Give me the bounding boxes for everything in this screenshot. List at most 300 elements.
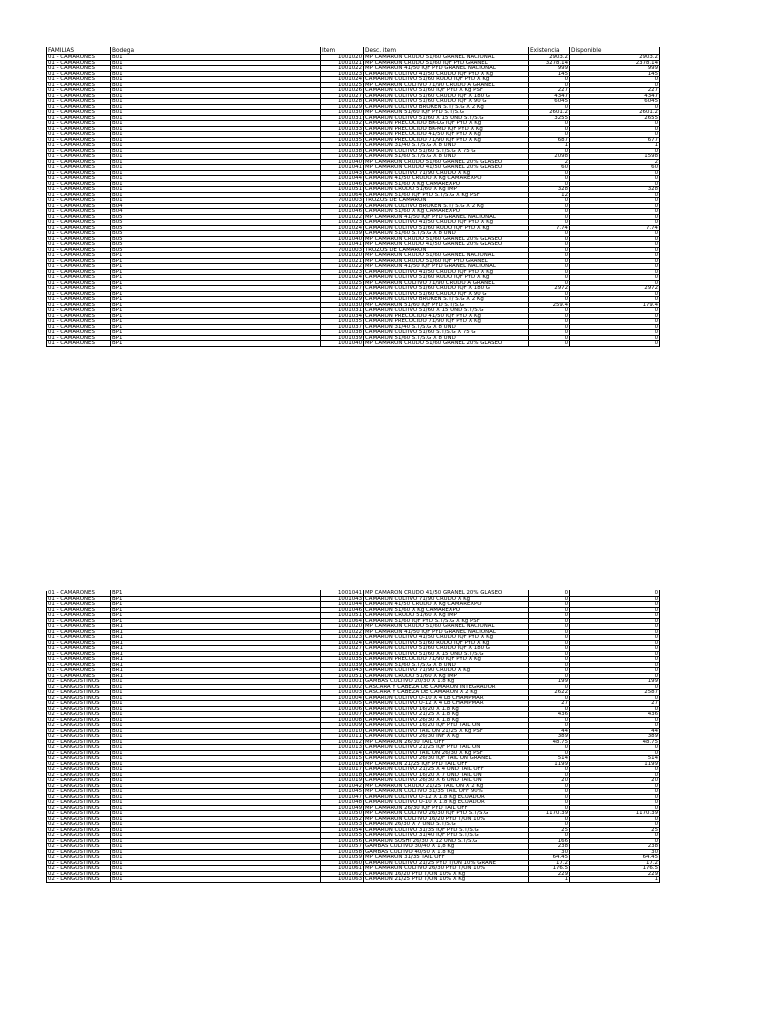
item-cell: 1001030 [321,109,364,116]
existencia-cell: 2 [529,159,570,166]
disponible-cell: 0 [570,263,660,270]
disponible-cell: 0 [570,684,660,691]
existencia-cell: 0 [529,706,570,713]
item-cell: 1001016 [321,761,364,768]
item-cell: 1001063 [321,876,364,883]
disponible-cell: 0 [570,197,660,204]
bodega-cell: B05 [111,230,321,237]
header-item: Item [321,47,364,55]
item-cell: 1001022 [321,629,364,636]
familia-cell: 01 - CAMARONES [47,296,111,303]
item-cell: 1001040 [321,236,364,243]
disponible-cell: 0 [570,175,660,182]
existencia-cell: 2903.2 [529,54,570,61]
existencia-cell: 227 [529,87,570,94]
desc-cell: CAMARON 51/60 X Kg CAMAREXPO [364,607,529,614]
familia-cell: 02 - LANGOSTINOS [47,717,111,724]
disponible-cell: 145 [570,71,660,78]
bodega-cell: B01 [111,93,321,100]
item-cell: 1001058 [321,849,364,856]
item-cell: 1001029 [321,296,364,303]
existencia-cell: 60 [529,164,570,171]
familia-cell: 01 - CAMARONES [47,634,111,641]
disponible-cell: 0 [570,772,660,779]
bodega-cell: BP1 [111,324,321,331]
disponible-cell: 0 [570,335,660,342]
bodega-cell: B01 [111,137,321,144]
disponible-cell: 0 [570,269,660,276]
existencia-cell: 0 [529,821,570,828]
familia-cell: 01 - CAMARONES [47,258,111,265]
familia-cell: 02 - LANGOSTINOS [47,838,111,845]
existencia-cell: 7.74 [529,225,570,232]
disponible-cell: 0 [570,590,660,597]
desc-cell: MP CAMARON CRUDO 51/60 GRANEL 20% GLASEO [364,236,529,243]
disponible-cell: 1 [570,876,660,883]
existencia-cell: 229 [529,871,570,878]
item-cell: 1001031 [321,115,364,122]
bodega-cell: B01 [111,678,321,685]
desc-cell: CAMARON CRUDO 51/60 X Kg IMP [364,673,529,680]
existencia-cell: 0 [529,662,570,669]
existencia-cell: 0 [529,307,570,314]
familia-cell: 02 - LANGOSTINOS [47,805,111,812]
familia-cell: 02 - LANGOSTINOS [47,810,111,817]
desc-cell: CAMARON CULTIVO TAIL ON 21/25 X Kg PSF [364,728,529,735]
desc-cell: CAMARON CULTIVO 31/40 IQF PYD S.T/S.G [364,832,529,839]
bodega-cell: B01 [111,175,321,182]
item-cell: 1001054 [321,827,364,834]
existencia-cell: 0 [529,783,570,790]
existencia-cell: 12 [529,192,570,199]
bodega-cell: B01 [111,76,321,83]
item-cell: 1001046 [321,181,364,188]
disponible-cell: 0 [570,219,660,226]
existencia-cell: 0 [529,318,570,325]
existencia-cell: 0 [529,832,570,839]
disponible-cell: 199 [570,678,660,685]
existencia-cell: 238 [529,843,570,850]
item-cell: 1001035 [321,137,364,144]
existencia-cell: 0 [529,340,570,347]
item-cell: 1001021 [321,258,364,265]
bodega-cell: B01 [111,60,321,67]
desc-cell: MP CAMARON CULTIVO 26/30 IQF PYD S.T/S.G [364,810,529,817]
bodega-cell: B01 [111,98,321,105]
bodega-cell: B01 [111,700,321,707]
familia-cell: 01 - CAMARONES [47,93,111,100]
bodega-cell: B01 [111,871,321,878]
desc-cell: CAMARON CULTIVO 21/25 PYD T/ON 10% GRANE [364,860,529,867]
desc-cell: MP CAMARON 26/30 IQF PYD TAIL OFF [364,805,529,812]
disponible-cell: 0 [570,192,660,199]
item-cell: 1001057 [321,843,364,850]
bodega-cell: B01 [111,799,321,806]
item-cell: 1001037 [321,324,364,331]
desc-cell: MP CAMARON CRUDO 51/60 GRANEL NACIONAL [364,252,529,259]
disponible-cell: 0 [570,148,660,155]
existencia-cell: 64.45 [529,854,570,861]
desc-cell: CAMARON CULTIVO 51/60 RUDO IQF PYD X Kg [364,225,529,232]
disponible-cell: 2972 [570,285,660,292]
desc-cell: CAMARON CULTIVO 21/25 X 4 UND TAIL OFF [364,766,529,773]
familia-cell: 02 - LANGOSTINOS [47,860,111,867]
familia-cell: 01 - CAMARONES [47,60,111,67]
bodega-cell: BP1 [111,296,321,303]
disponible-cell: 0 [570,596,660,603]
bodega-cell: B01 [111,159,321,166]
item-cell: 1001051 [321,186,364,193]
item-cell: 7001003 [321,247,364,254]
familia-cell: 02 - LANGOSTINOS [47,821,111,828]
bodega-cell: BP1 [111,269,321,276]
disponible-cell: 1170.39 [570,810,660,817]
disponible-cell: 0 [570,805,660,812]
bodega-cell: B01 [111,711,321,718]
bodega-cell: B01 [111,104,321,111]
bodega-cell: BR1 [111,667,321,674]
desc-cell: CAMARON CULTIVO 71/90 CRUDO X Kg [364,170,529,177]
existencia-cell: 0 [529,126,570,133]
familia-cell: 01 - CAMARONES [47,120,111,127]
desc-cell: CAMARON CULTIVO 51/60 CRUDO IQF X 90 G [364,98,529,105]
bodega-cell: B01 [111,87,321,94]
bodega-cell: BP1 [111,307,321,314]
item-cell: 1001062 [321,871,364,878]
disponible-cell: 64.45 [570,854,660,861]
item-cell: 1001039 [321,662,364,669]
desc-cell: CAMARON CULTIVO 51/60 X 15 UND S.T/S.G [364,115,529,122]
bodega-cell: B01 [111,142,321,149]
item-cell: 1001056 [321,838,364,845]
familia-cell: 01 - CAMARONES [47,203,111,210]
item-cell: 1001043 [321,170,364,177]
item-cell: 1001018 [321,772,364,779]
item-cell: 1001047 [321,794,364,801]
bodega-cell: BR1 [111,629,321,636]
existencia-cell: 0 [529,607,570,614]
bodega-cell: BR1 [111,623,321,630]
desc-cell: CAMARON CULTIVO 51/60 X 15 UND S.T/S.G [364,651,529,658]
desc-cell: MP CAMARON CRUDO 41/50 GRANEL 20% GLASEO [364,164,529,171]
familia-cell: 01 - CAMARONES [47,186,111,193]
disponible-cell: 7.74 [570,225,660,232]
existencia-cell: 0 [529,816,570,823]
familia-cell: 01 - CAMARONES [47,98,111,105]
familia-cell: 01 - CAMARONES [47,225,111,232]
disponible-cell: 17.2 [570,860,660,867]
familia-cell: 02 - LANGOSTINOS [47,871,111,878]
existencia-cell: 0 [529,623,570,630]
disponible-cell: 0 [570,247,660,254]
item-cell: 1001039 [321,230,364,237]
desc-cell: CAMARON CULTIVO 41/50 CRUDO IQF PYD X Kg [364,219,529,226]
existencia-cell: 1199 [529,761,570,768]
bodega-cell: B01 [111,854,321,861]
disponible-cell: 0 [570,832,660,839]
desc-cell: CAMARON CULTIVO BROKEN S.T/ S.G X 2 Kg [364,296,529,303]
item-cell: 1001022 [321,263,364,270]
bodega-cell: B01 [111,82,321,89]
desc-cell: CAMARON CULTIVO 16/20 X 7 UND TAIL ON [364,772,529,779]
item-cell: 1001020 [321,252,364,259]
bodega-cell: B01 [111,120,321,127]
familia-cell: 02 - LANGOSTINOS [47,722,111,729]
disponible-cell: 0 [570,717,660,724]
item-cell: 1001020 [321,54,364,61]
inventory-table-page-1 [46,47,659,347]
item-cell: 1001029 [321,203,364,210]
desc-cell: CAMARON CULTIVO U-10 X 4 Lb CHAMPMAR [364,695,529,702]
existencia-cell: 0 [529,656,570,663]
disponible-cell: 2903.2 [570,54,660,61]
bodega-cell: B01 [111,126,321,133]
disponible-cell: 389 [570,733,660,740]
desc-cell: CAMARON 51/60 S.T/S.G X 8 UND [364,335,529,342]
desc-cell: CAMARON PRECOCIDO 71/90 IQF PYD X Kg [364,318,529,325]
desc-cell: CAMARON CULTIVO U-12 X 1.8 Kg ECUADOR [364,794,529,801]
existencia-cell: 0 [529,695,570,702]
bodega-cell: B01 [111,750,321,757]
disponible-cell: 25 [570,827,660,834]
disponible-cell: 0 [570,214,660,221]
desc-cell: CAMARON 51/60 X Kg CAMAREXPO [364,208,529,215]
familia-cell: 02 - LANGOSTINOS [47,689,111,696]
existencia-cell: 2972 [529,285,570,292]
disponible-cell: 0 [570,126,660,133]
item-cell: 1001043 [321,667,364,674]
disponible-cell: 999 [570,65,660,72]
item-cell: 1001031 [321,651,364,658]
disponible-cell: 0 [570,667,660,674]
desc-cell: MP CAMARON CULTIVO 16/20 PYD T/ON 10% [364,816,529,823]
existencia-cell: 0 [529,772,570,779]
existencia-cell: 0 [529,324,570,331]
existencia-cell: 0 [529,794,570,801]
familia-cell: 01 - CAMARONES [47,618,111,625]
familia-cell: 02 - LANGOSTINOS [47,700,111,707]
familia-cell: 01 - CAMARONES [47,291,111,298]
bodega-cell: B01 [111,148,321,155]
disponible-cell: 0 [570,208,660,215]
existencia-cell: 4347 [529,93,570,100]
familia-cell: 02 - LANGOSTINOS [47,843,111,850]
existencia-cell: 25 [529,827,570,834]
familia-cell: 01 - CAMARONES [47,252,111,259]
desc-cell: CAMARON 31/40 S.T/S.G X 8 UND [364,324,529,331]
disponible-cell: 0 [570,82,660,89]
bodega-cell: B01 [111,733,321,740]
existencia-cell: 999 [529,65,570,72]
item-cell: 1001031 [321,307,364,314]
bodega-cell: B01 [111,706,321,713]
inventory-table-page-2 [46,591,659,883]
desc-cell: CAMARON CRUDO 51/60 X Kg IMP [364,612,529,619]
bodega-cell: B01 [111,689,321,696]
disponible-cell: 0 [570,181,660,188]
bodega-cell: B01 [111,153,321,160]
disponible-cell: 0 [570,783,660,790]
desc-cell: CAMARON PRECOCIDO BK-LG IQF PYD X Kg [364,120,529,127]
bodega-cell: B01 [111,728,321,735]
familia-cell: 01 - CAMARONES [47,197,111,204]
existencia-cell: 30 [529,849,570,856]
existencia-cell: 145 [529,71,570,78]
existencia-cell: 0 [529,667,570,674]
bodega-cell: BP1 [111,263,321,270]
desc-cell: CAMARON CULTIVO TAIL ON 26/30 X Kg PSF [364,750,529,757]
bodega-cell: BP1 [111,596,321,603]
item-cell: 1001055 [321,832,364,839]
item-cell: 1001041 [321,241,364,248]
item-cell: 1001001 [321,678,364,685]
familia-cell: 02 - LANGOSTINOS [47,739,111,746]
disponible-cell: 27 [570,700,660,707]
familia-cell: 01 - CAMARONES [47,109,111,116]
item-cell: 1001044 [321,601,364,608]
item-cell: 1001038 [321,148,364,155]
familia-cell: 01 - CAMARONES [47,612,111,619]
familia-cell: 02 - LANGOSTINOS [47,772,111,779]
item-cell: 1001034 [321,313,364,320]
existencia-cell: 199 [529,678,570,685]
item-cell: 1001023 [321,71,364,78]
bodega-cell: B01 [111,192,321,199]
desc-cell: CAMARON CULTIVO 51/60 S.T/S.G X 75 G [364,329,529,336]
disponible-cell: 44 [570,728,660,735]
item-cell: 1001050 [321,810,364,817]
item-cell: 1001026 [321,87,364,94]
desc-cell: CAMARON PRECOCIDO 71/90 IQF PYD X Kg [364,137,529,144]
item-cell: 1001028 [321,291,364,298]
disponible-cell: 0 [570,241,660,248]
familia-cell: 02 - LANGOSTINOS [47,706,111,713]
bodega-cell: B01 [111,777,321,784]
item-cell: 1001021 [321,60,364,67]
disponible-cell: 0 [570,236,660,243]
disponible-cell: 1598 [570,153,660,160]
familia-cell: 01 - CAMARONES [47,131,111,138]
existencia-cell: 48.75 [529,739,570,746]
desc-cell: CAMARON 41/50 CRUDO X Kg CAMAREXPO [364,175,529,182]
disponible-cell: 0 [570,766,660,773]
disponible-cell: 0 [570,607,660,614]
familia-cell: 02 - LANGOSTINOS [47,678,111,685]
familia-cell: 01 - CAMARONES [47,82,111,89]
familia-cell: 01 - CAMARONES [47,318,111,325]
familia-cell: 01 - CAMARONES [47,208,111,215]
bodega-cell: B01 [111,131,321,138]
desc-cell: CASCARA Y CABEZA DE CAMARON INTEGRADOR [364,684,529,691]
disponible-cell: 0 [570,634,660,641]
item-cell: 1001041 [321,164,364,171]
disponible-cell: 0 [570,274,660,281]
disponible-cell: 6045 [570,98,660,105]
existencia-cell: 0 [529,805,570,812]
header-disponible: Disponible [570,47,660,55]
item-cell: 1001024 [321,640,364,647]
disponible-cell: 0 [570,722,660,729]
bodega-cell: B05 [111,241,321,248]
item-cell: 1001003 [321,689,364,696]
bodega-cell: B01 [111,755,321,762]
item-cell: 1001002 [321,684,364,691]
desc-cell: GAMBAS CULTIVO 20/30 X 1.8 Kg [364,678,529,685]
familia-cell: 01 - CAMARONES [47,285,111,292]
desc-cell: CAMARON CULTIVO 51/60 CRUDO IQF X 180 G [364,93,529,100]
existencia-cell: 0 [529,744,570,751]
desc-cell: MP CAMARON CULTIVO 31/35 TAIL OFF 90% [364,788,529,795]
familia-cell: 02 - LANGOSTINOS [47,854,111,861]
familia-cell: 02 - LANGOSTINOS [47,865,111,872]
desc-cell: CAMARON CULTIVO 26/30 X 6 UND TAIL ON [364,777,529,784]
item-cell: 1001043 [321,596,364,603]
existencia-cell: 44 [529,728,570,735]
disponible-cell: 0 [570,623,660,630]
disponible-cell: 0 [570,601,660,608]
disponible-cell: 48.75 [570,739,660,746]
familia-cell: 02 - LANGOSTINOS [47,849,111,856]
disponible-cell: 0 [570,131,660,138]
disponible-cell: 0 [570,744,660,751]
existencia-cell: 389 [529,733,570,740]
header-existencia: Existencia [529,47,570,55]
bodega-cell: BP1 [111,618,321,625]
disponible-cell: 0 [570,76,660,83]
item-cell: 1001024 [321,225,364,232]
disponible-cell: 0 [570,799,660,806]
desc-cell: CAMARON 51/60 S.T/S.G X 8 UND [364,153,529,160]
disponible-cell: 0 [570,656,660,663]
bodega-cell: BP1 [111,285,321,292]
desc-cell: CAMARON CULTIVO 51/60 RUDO IQF PYD X Kg [364,274,529,281]
desc-cell: MP CAMARON 31/35 TAIL OFF [364,854,529,861]
disponible-cell: 0 [570,230,660,237]
item-cell: 1001024 [321,76,364,83]
bodega-cell: B01 [111,197,321,204]
desc-cell: MP CAMARON CULTIVO 71/90 CRUDO A GRANEL [364,82,529,89]
item-cell: 1001027 [321,285,364,292]
disponible-cell: 229 [570,871,660,878]
item-cell: 1001035 [321,318,364,325]
bodega-cell: B01 [111,860,321,867]
disponible-cell: 0 [570,640,660,647]
bodega-cell: B01 [111,876,321,883]
existencia-cell: 0 [529,335,570,342]
existencia-cell: 2601.2 [529,109,570,116]
disponible-cell: 2 [570,159,660,166]
familia-cell: 01 - CAMARONES [47,651,111,658]
desc-cell: MP CAMARON CULTIVO 26/30 PYD T/ON 10% [364,865,529,872]
item-cell: 1001030 [321,302,364,309]
item-cell: 1001060 [321,860,364,867]
item-cell: 1001051 [321,673,364,680]
familia-cell: 02 - LANGOSTINOS [47,755,111,762]
disponible-cell: 0 [570,662,660,669]
bodega-cell: BP1 [111,340,321,347]
existencia-cell: 0 [529,263,570,270]
existencia-cell: 0 [529,104,570,111]
existencia-cell: 0 [529,590,570,597]
disponible-cell: 677 [570,137,660,144]
desc-cell: CAMARON CULTIVO 31/35 IQF PYD S.T/S.G [364,827,529,834]
desc-cell: GAMBAS CULTIVO 40/50 X 1.8 Kg [364,849,529,856]
bodega-cell: B05 [111,225,321,232]
disponible-cell: 436 [570,711,660,718]
desc-cell: MP CAMARON CRUDO 21/25 TAIL ON X 2 Kg [364,783,529,790]
existencia-cell: 0 [529,274,570,281]
item-cell: 1001032 [321,120,364,127]
